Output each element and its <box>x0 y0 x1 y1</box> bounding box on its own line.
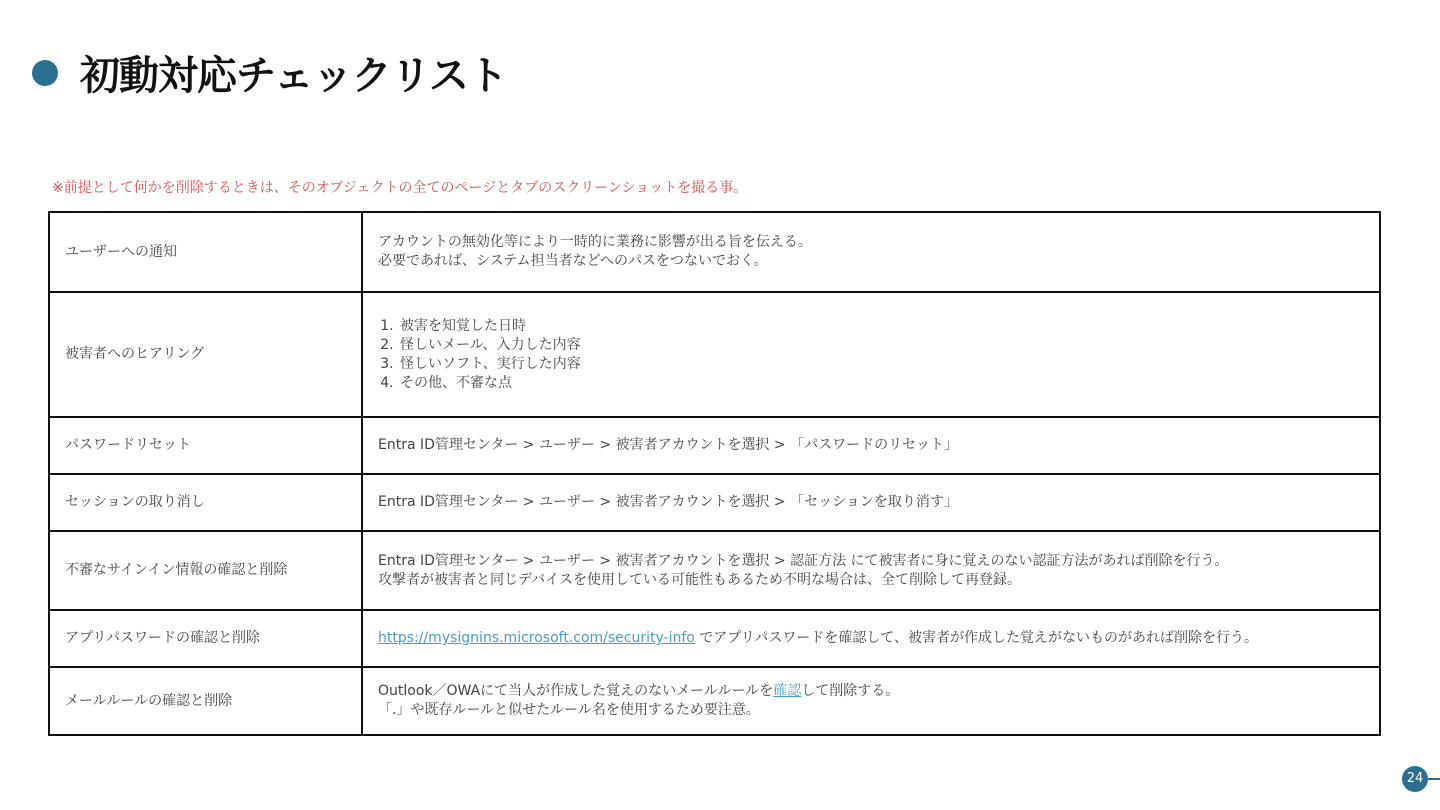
description-line: アカウントの無効化等により一時的に業務に影響が出る旨を伝える。 <box>378 234 812 250</box>
description-line: 「.」や既存ルールと似せたルール名を使用するため要注意。 <box>378 702 760 718</box>
description-line <box>378 682 1379 701</box>
title-bullet <box>32 60 58 86</box>
row-description <box>362 610 1380 667</box>
table-row <box>49 474 1380 531</box>
row-label: 不審なサインイン情報の確認と削除 <box>49 531 362 610</box>
row-description: Entra ID管理センター > ユーザー > 被害者アカウントを選択 > 「パスワードのリセット」 <box>362 417 1380 474</box>
table-row <box>49 212 1380 292</box>
row-label: 被害者へのヒアリング <box>49 292 362 417</box>
table-row <box>49 292 1380 417</box>
description-line: Entra ID管理センター > ユーザー > 被害者アカウントを選択 > 認証方法 にて被害者に身に覚えのない認証方法があれば削除を行う。 <box>378 552 1229 569</box>
list-item: 4. その他、不審な点 <box>398 374 1379 393</box>
table-row <box>49 667 1380 735</box>
row-label: セッションの取り消し <box>49 474 362 531</box>
hearing-list <box>378 317 1379 393</box>
page-title: 初動対応チェックリスト <box>80 53 507 99</box>
table-row <box>49 417 1380 474</box>
description-text: して削除する。 <box>801 683 900 699</box>
row-description <box>362 292 1380 417</box>
precaution-note: ※前提として何かを削除するときは、そのオブジェクトの全てのページとタブのスクリーンショットを撮る事。 <box>52 180 748 196</box>
checklist-table <box>48 211 1381 736</box>
description-text: Outlook／OWAにて当人が作成した覚えのないメールルールを <box>378 683 774 699</box>
row-label: アプリパスワードの確認と削除 <box>49 610 362 667</box>
table-row <box>49 610 1380 667</box>
table-row <box>49 531 1380 610</box>
security-info-link[interactable]: https://mysignins.microsoft.com/security-info <box>378 630 695 646</box>
row-description <box>362 531 1380 610</box>
list-item: 3. 怪しいソフト、実行した内容 <box>398 355 1379 374</box>
confirm-link[interactable]: 確認 <box>773 683 802 699</box>
row-description <box>362 667 1380 735</box>
list-item: 2. 怪しいメール、入力した内容 <box>398 336 1379 355</box>
description-line: 攻撃者が被害者と同じデバイスを使用している可能性もあるため不明な場合は、全て削除して再登録。 <box>378 571 1022 588</box>
description-text: でアプリパスワードを確認して、被害者が作成した覚えがないものがあれば削除を行う。 <box>694 630 1259 646</box>
row-label: パスワードリセット <box>49 417 362 474</box>
page-number: 24 <box>1402 766 1428 792</box>
row-description <box>362 212 1380 292</box>
description-line: 必要であれば、システム担当者などへのパスをつないでおく。 <box>378 253 768 269</box>
row-description: Entra ID管理センター > ユーザー > 被害者アカウントを選択 > 「セッションを取り消す」 <box>362 474 1380 531</box>
row-label: メールルールの確認と削除 <box>49 667 362 735</box>
row-label: ユーザーへの通知 <box>49 212 362 292</box>
page-number-rule <box>1428 778 1440 780</box>
list-item: 1. 被害を知覚した日時 <box>398 317 1379 336</box>
